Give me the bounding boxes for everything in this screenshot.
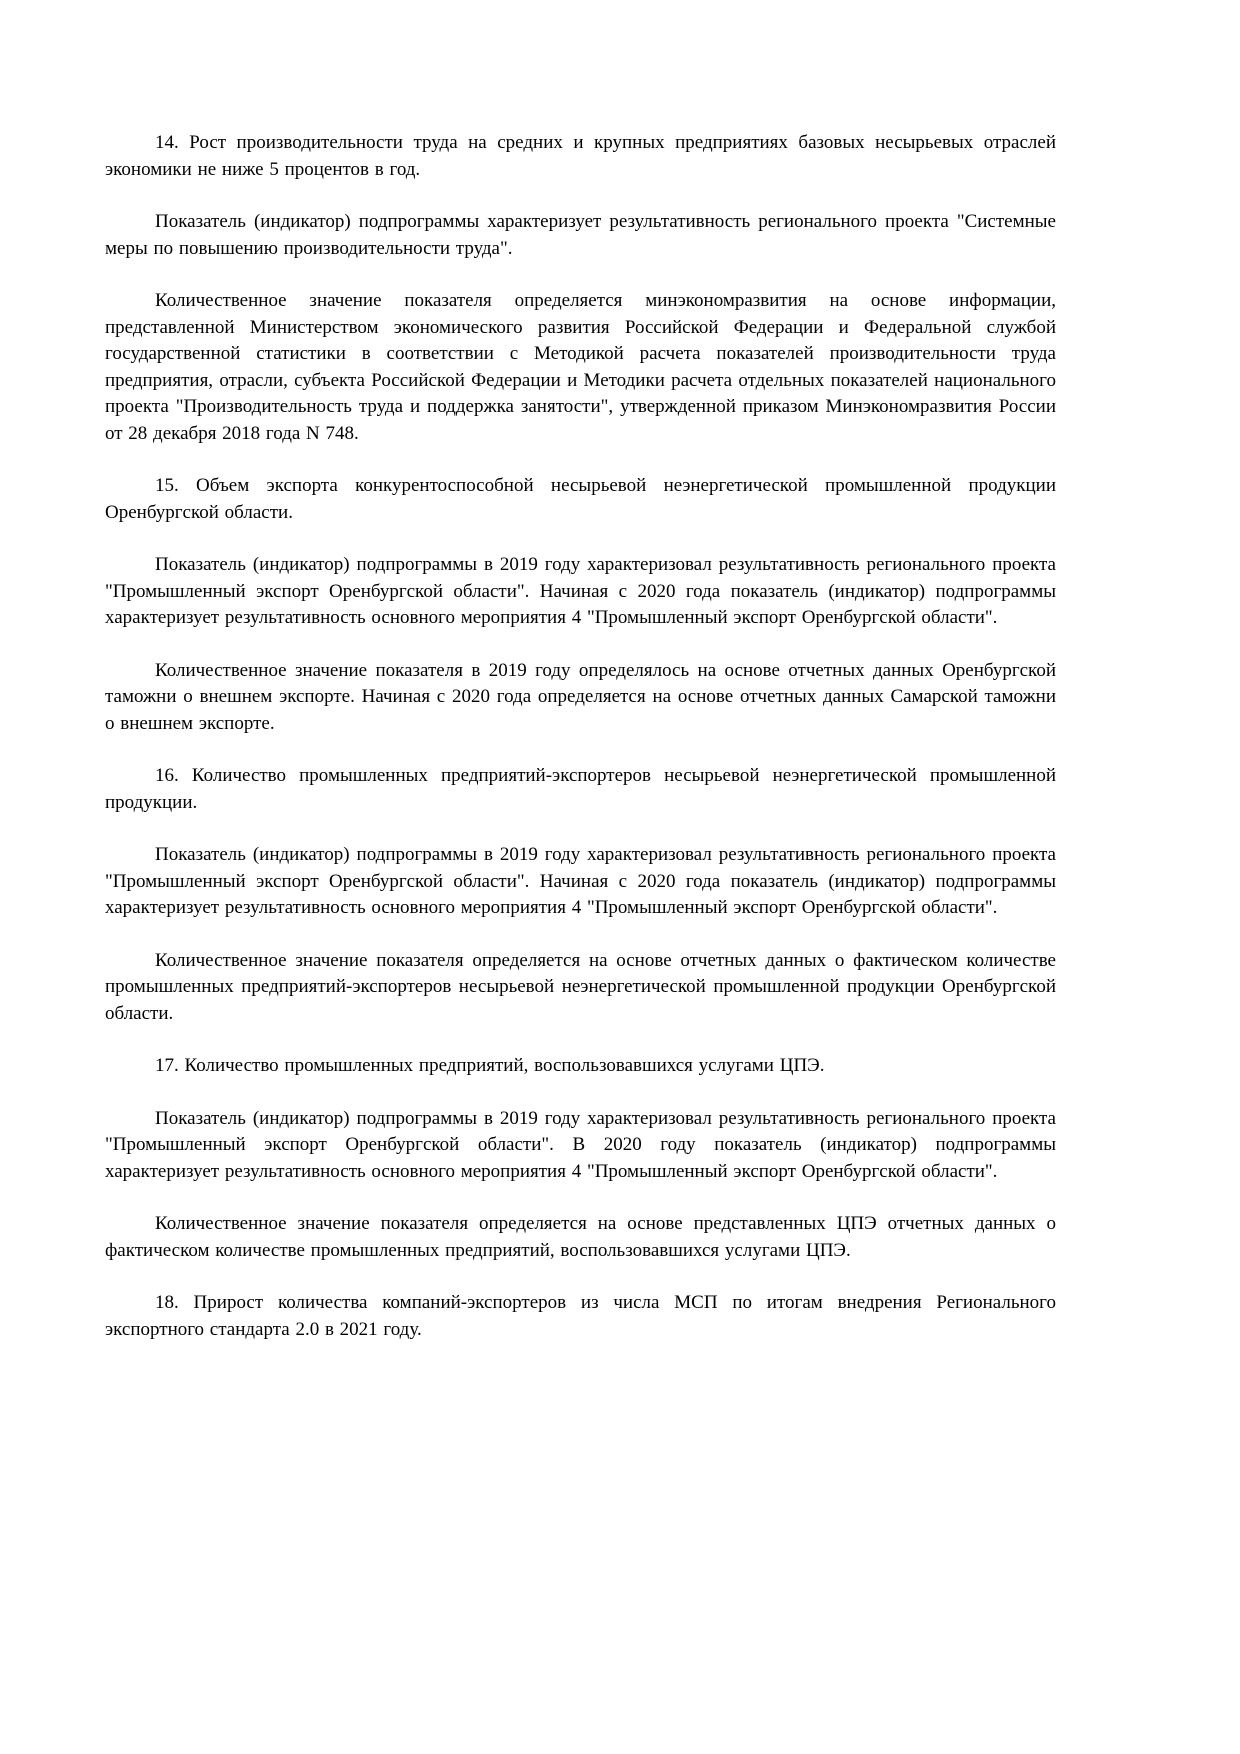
- paragraph-item-15: 15. Объем экспорта конкурентоспособной несырьевой неэнергетической промышленной продукции Оренбургской области.: [105, 475, 1056, 523]
- paragraph-item-16: 16. Количество промышленных предприятий-экспортеров несырьевой неэнергетической промышленной продукции.: [105, 765, 1056, 813]
- paragraph-quantitative-14: Количественное значение показателя определяется минэкономразвития на основе информации, представленной Министерством экономического развития Российской Федерации и Федеральной службой государственной статистики в соответствии с Методикой расчета показателей производительности труда предприятия, отрасли, субъекта Российской Федерации и Методики расчета отдельных показателей национального проекта "Производительность труда и поддержка занятости", утвержденной приказом Минэкономразвития России от 28 декабря 2018 года N 748.: [105, 290, 1056, 444]
- paragraph-item-18: 18. Прирост количества компаний-экспортеров из числа МСП по итогам внедрения Регионального экспортного стандарта 2.0 в 2021 году.: [105, 1292, 1056, 1340]
- paragraph-indicator-14: Показатель (индикатор) подпрограммы характеризует результативность регионального проекта "Системные меры по повышению производительности труда".: [105, 211, 1056, 259]
- paragraph-indicator-17: Показатель (индикатор) подпрограммы в 2019 году характеризовал результативность регионального проекта "Промышленный экспорт Оренбургской области". В 2020 году показатель (индикатор) подпрограммы характеризует результативность основного мероприятия 4 "Промышленный экспорт Оренбургской области".: [105, 1107, 1056, 1182]
- paragraph-quantitative-15: Количественное значение показателя в 2019 году определялось на основе отчетных данных Оренбургской таможни о внешнем экспорте. Начиная с 2020 года определяется на основе отчетных данных Самарской таможни о внешнем экспорте.: [105, 659, 1056, 734]
- paragraph-indicator-16: Показатель (индикатор) подпрограммы в 2019 году характеризовал результативность регионального проекта "Промышленный экспорт Оренбургской области". Начиная с 2020 года показатель (индикатор) подпрограммы характеризует результативность основного мероприятия 4 "Промышленный экспорт Оренбургской области".: [105, 844, 1056, 918]
- paragraph-quantitative-16: Количественное значение показателя определяется на основе отчетных данных о фактическом количестве промышленных предприятий-экспортеров несырьевой неэнергетической промышленной продукции Оренбургской области.: [105, 949, 1056, 1024]
- paragraph-item-17: 17. Количество промышленных предприятий, воспользовавшихся услугами ЦПЭ.: [155, 1055, 825, 1076]
- paragraph-indicator-15: Показатель (индикатор) подпрограммы в 2019 году характеризовал результативность регионального проекта "Промышленный экспорт Оренбургской области". Начиная с 2020 года показатель (индикатор) подпрограммы характеризует результативность основного мероприятия 4 "Промышленный экспорт Оренбургской области".: [105, 554, 1056, 628]
- paragraph-quantitative-17: Количественное значение показателя определяется на основе представленных ЦПЭ отчетных данных о фактическом количестве промышленных предприятий, воспользовавшихся услугами ЦПЭ.: [105, 1213, 1056, 1261]
- paragraph-item-14: 14. Рост производительности труда на средних и крупных предприятиях базовых несырьевых отраслей экономики не ниже 5 процентов в год.: [105, 132, 1056, 180]
